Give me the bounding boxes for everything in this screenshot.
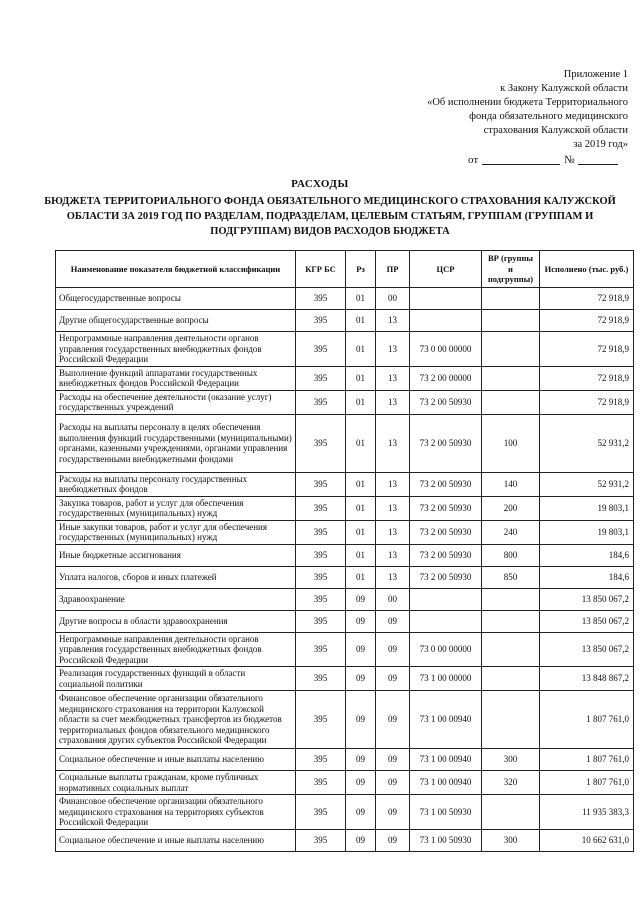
table-row <box>56 566 634 588</box>
cell-rz: 01 <box>346 366 376 390</box>
header-name: Наименование показателя бюджетной классификации <box>56 251 296 288</box>
cell-pr: 13 <box>376 496 410 520</box>
cell-rz: 09 <box>346 795 376 830</box>
cell-amount: 52 931,2 <box>540 472 634 496</box>
cell-amount: 72 918,9 <box>540 390 634 414</box>
cell-kgr: 395 <box>296 610 346 632</box>
cell-name: Расходы на выплаты персоналу в целях обеспечения выполнения функций государственными (муниципальными) органами, казенными учреждениями, органами управления государственными внебюджетными фондами <box>56 414 296 472</box>
cell-name: Непрограммные направления деятельности органов управления государственных внебюджетных фондов Российской Федерации <box>56 332 296 367</box>
table-row <box>56 520 634 544</box>
cell-name: Социальное обеспечение и иные выплаты населению <box>56 749 296 771</box>
cell-amount: 13 850 067,2 <box>540 588 634 610</box>
appendix-line: страхования Калужской области <box>483 125 628 136</box>
date-blank <box>482 164 560 165</box>
cell-vr <box>482 390 540 414</box>
document-title: РАСХОДЫ <box>291 178 349 190</box>
cell-amount: 1 807 761,0 <box>540 691 634 749</box>
cell-rz: 01 <box>346 414 376 472</box>
cell-amount: 1 807 761,0 <box>540 771 634 795</box>
cell-name: Расходы на обеспечение деятельности (оказание услуг) государственных учреждений <box>56 390 296 414</box>
header-pr: ПР <box>376 251 410 288</box>
header-kgr: КГР БС <box>296 251 346 288</box>
cell-amount: 1 807 761,0 <box>540 749 634 771</box>
cell-csr: 73 2 00 00000 <box>410 366 482 390</box>
cell-kgr: 395 <box>296 390 346 414</box>
cell-pr: 09 <box>376 632 410 667</box>
cell-rz: 09 <box>346 667 376 691</box>
cell-kgr: 395 <box>296 829 346 851</box>
cell-name: Здравоохранение <box>56 588 296 610</box>
cell-vr <box>482 667 540 691</box>
cell-amount: 13 850 067,2 <box>540 610 634 632</box>
cell-csr: 73 1 00 00940 <box>410 771 482 795</box>
cell-vr <box>482 366 540 390</box>
cell-vr <box>482 610 540 632</box>
document-subtitle: БЮДЖЕТА ТЕРРИТОРИАЛЬНОГО ФОНДА ОБЯЗАТЕЛЬНОГО МЕДИЦИНСКОГО СТРАХОВАНИЯ КАЛУЖСКОЙ ОБЛАСТИ ЗА 2019 ГОД ПО РАЗДЕЛАМ, ПОДРАЗДЕЛАМ, ЦЕЛЕВЫМ СТАТЬЯМ, ГРУППАМ (ГРУППАМ И ПОДГРУППАМ) ВИДОВ РАСХОДОВ БЮДЖЕТА <box>44 196 616 237</box>
cell-amount: 184,6 <box>540 544 634 566</box>
cell-amount: 11 935 383,3 <box>540 795 634 830</box>
cell-kgr: 395 <box>296 366 346 390</box>
cell-rz: 01 <box>346 566 376 588</box>
cell-csr: 73 1 00 50930 <box>410 795 482 830</box>
table-row <box>56 472 634 496</box>
table-row <box>56 310 634 332</box>
cell-csr <box>410 588 482 610</box>
table-row <box>56 390 634 414</box>
table-row <box>56 667 634 691</box>
cell-amount: 13 850 067,2 <box>540 632 634 667</box>
cell-kgr: 395 <box>296 691 346 749</box>
appendix-line: к Закону Калужской области <box>500 83 628 94</box>
table-row <box>56 829 634 851</box>
cell-csr <box>410 610 482 632</box>
cell-amount: 10 662 631,0 <box>540 829 634 851</box>
cell-pr: 00 <box>376 588 410 610</box>
cell-kgr: 395 <box>296 771 346 795</box>
cell-name: Расходы на выплаты персоналу государственных внебюджетных фондов <box>56 472 296 496</box>
cell-csr: 73 2 00 50930 <box>410 414 482 472</box>
cell-amount: 72 918,9 <box>540 310 634 332</box>
cell-amount: 19 803,1 <box>540 496 634 520</box>
cell-kgr: 395 <box>296 795 346 830</box>
cell-amount: 184,6 <box>540 566 634 588</box>
cell-vr: 300 <box>482 829 540 851</box>
cell-kgr: 395 <box>296 632 346 667</box>
cell-rz: 09 <box>346 829 376 851</box>
cell-pr: 13 <box>376 566 410 588</box>
cell-pr: 00 <box>376 288 410 310</box>
cell-csr: 73 2 00 50930 <box>410 472 482 496</box>
cell-kgr: 395 <box>296 472 346 496</box>
cell-vr <box>482 310 540 332</box>
cell-csr: 73 2 00 50930 <box>410 544 482 566</box>
cell-csr: 73 2 00 50930 <box>410 496 482 520</box>
cell-name: Другие вопросы в области здравоохранения <box>56 610 296 632</box>
cell-vr: 240 <box>482 520 540 544</box>
cell-vr: 320 <box>482 771 540 795</box>
number-blank <box>578 164 618 165</box>
cell-pr: 09 <box>376 691 410 749</box>
cell-name: Реализация государственных функций в области социальной политики <box>56 667 296 691</box>
cell-rz: 01 <box>346 520 376 544</box>
cell-pr: 09 <box>376 771 410 795</box>
table-row <box>56 288 634 310</box>
cell-vr <box>482 288 540 310</box>
cell-kgr: 395 <box>296 496 346 520</box>
table-row <box>56 749 634 771</box>
cell-csr <box>410 288 482 310</box>
from-label: от <box>468 154 479 166</box>
cell-kgr: 395 <box>296 310 346 332</box>
cell-name: Уплата налогов, сборов и иных платежей <box>56 566 296 588</box>
cell-vr: 100 <box>482 414 540 472</box>
cell-name: Другие общегосударственные вопросы <box>56 310 296 332</box>
cell-name: Непрограммные направления деятельности органов управления государственных внебюджетных фондов Российской Федерации <box>56 632 296 667</box>
cell-pr: 13 <box>376 472 410 496</box>
table-row <box>56 771 634 795</box>
table-row <box>56 366 634 390</box>
cell-name: Финансовое обеспечение организации обязательного медицинского страхования на территории Калужской области за счет межбюджетных трансфертов из бюджетов территориальных фондов обязательного медицинского страхования других субъектов Российской Федерации <box>56 691 296 749</box>
cell-name: Выполнение функций аппаратами государственных внебюджетных фондов Российской Федерации <box>56 366 296 390</box>
table-row <box>56 691 634 749</box>
cell-csr: 73 0 00 00000 <box>410 332 482 367</box>
cell-rz: 09 <box>346 632 376 667</box>
cell-kgr: 395 <box>296 749 346 771</box>
cell-rz: 01 <box>346 310 376 332</box>
cell-pr: 13 <box>376 544 410 566</box>
appendix-line: за 2019 год» <box>573 139 628 150</box>
cell-kgr: 395 <box>296 414 346 472</box>
cell-pr: 13 <box>376 310 410 332</box>
appendix-block <box>368 68 628 152</box>
cell-rz: 01 <box>346 472 376 496</box>
appendix-line: Приложение 1 <box>563 69 628 80</box>
cell-pr: 13 <box>376 414 410 472</box>
cell-rz: 01 <box>346 390 376 414</box>
cell-name: Общегосударственные вопросы <box>56 288 296 310</box>
cell-kgr: 395 <box>296 520 346 544</box>
cell-pr: 13 <box>376 332 410 367</box>
header-vr: ВР (группы и подгруппы) <box>482 251 540 288</box>
expenses-table <box>55 250 634 852</box>
cell-pr: 09 <box>376 829 410 851</box>
cell-pr: 13 <box>376 366 410 390</box>
cell-name: Социальные выплаты гражданам, кроме публичных нормативных социальных выплат <box>56 771 296 795</box>
cell-rz: 01 <box>346 332 376 367</box>
table-row <box>56 496 634 520</box>
date-number-line <box>468 154 638 166</box>
cell-rz: 01 <box>346 496 376 520</box>
cell-rz: 09 <box>346 771 376 795</box>
cell-csr: 73 2 00 50930 <box>410 566 482 588</box>
header-rz: Рз <box>346 251 376 288</box>
cell-name: Финансовое обеспечение организации обязательного медицинского страхования на территориях субъектов Российской Федерации <box>56 795 296 830</box>
table-row <box>56 544 634 566</box>
cell-vr <box>482 691 540 749</box>
cell-pr: 09 <box>376 667 410 691</box>
cell-vr <box>482 632 540 667</box>
header-amount: Исполнено (тыс. руб.) <box>540 251 634 288</box>
table-row <box>56 332 634 367</box>
cell-csr: 73 1 00 00940 <box>410 749 482 771</box>
cell-rz: 09 <box>346 588 376 610</box>
cell-csr: 73 1 00 00940 <box>410 691 482 749</box>
cell-vr <box>482 588 540 610</box>
table-row <box>56 414 634 472</box>
cell-pr: 13 <box>376 520 410 544</box>
cell-rz: 09 <box>346 749 376 771</box>
cell-vr: 300 <box>482 749 540 771</box>
cell-vr <box>482 332 540 367</box>
cell-csr: 73 0 00 00000 <box>410 632 482 667</box>
cell-vr: 200 <box>482 496 540 520</box>
cell-amount: 72 918,9 <box>540 366 634 390</box>
cell-rz: 01 <box>346 288 376 310</box>
cell-kgr: 395 <box>296 588 346 610</box>
cell-amount: 13 848 867,2 <box>540 667 634 691</box>
header-csr: ЦСР <box>410 251 482 288</box>
table-row <box>56 795 634 830</box>
number-label: № <box>564 154 575 166</box>
cell-pr: 09 <box>376 795 410 830</box>
appendix-line: «Об исполнении бюджета Территориального <box>427 97 628 108</box>
cell-csr: 73 1 00 50930 <box>410 829 482 851</box>
table-row <box>56 632 634 667</box>
cell-csr: 73 2 00 50930 <box>410 390 482 414</box>
cell-pr: 09 <box>376 610 410 632</box>
cell-kgr: 395 <box>296 566 346 588</box>
cell-name: Иные бюджетные ассигнования <box>56 544 296 566</box>
cell-amount: 52 931,2 <box>540 414 634 472</box>
cell-csr <box>410 310 482 332</box>
cell-pr: 09 <box>376 749 410 771</box>
table-header-row <box>56 251 634 288</box>
table-row <box>56 610 634 632</box>
cell-rz: 09 <box>346 691 376 749</box>
cell-vr: 800 <box>482 544 540 566</box>
table-body <box>56 288 634 852</box>
cell-kgr: 395 <box>296 667 346 691</box>
cell-rz: 09 <box>346 610 376 632</box>
cell-rz: 01 <box>346 544 376 566</box>
cell-amount: 19 803,1 <box>540 520 634 544</box>
appendix-line: фонда обязательного медицинского <box>469 111 628 122</box>
cell-amount: 72 918,9 <box>540 332 634 367</box>
cell-kgr: 395 <box>296 544 346 566</box>
cell-kgr: 395 <box>296 288 346 310</box>
cell-pr: 13 <box>376 390 410 414</box>
cell-vr <box>482 795 540 830</box>
table-row <box>56 588 634 610</box>
cell-csr: 73 2 00 50930 <box>410 520 482 544</box>
cell-kgr: 395 <box>296 332 346 367</box>
cell-name: Социальное обеспечение и иные выплаты населению <box>56 829 296 851</box>
cell-name: Иные закупки товаров, работ и услуг для обеспечения государственных (муниципальных) нужд <box>56 520 296 544</box>
cell-vr: 140 <box>482 472 540 496</box>
cell-amount: 72 918,9 <box>540 288 634 310</box>
cell-name: Закупка товаров, работ и услуг для обеспечения государственных (муниципальных) нужд <box>56 496 296 520</box>
cell-vr: 850 <box>482 566 540 588</box>
cell-csr: 73 1 00 00000 <box>410 667 482 691</box>
